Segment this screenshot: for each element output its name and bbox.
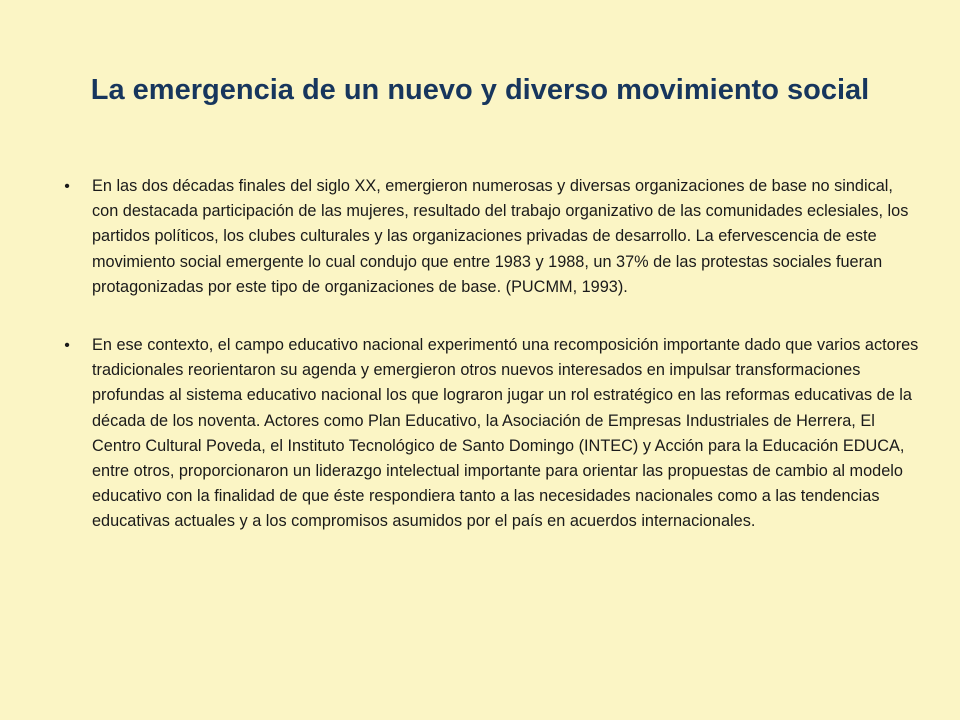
slide-title: La emergencia de un nuevo y diverso movimiento social [90, 74, 870, 106]
bullet-item-2 [60, 333, 920, 535]
bullet-marker-icon: • [64, 337, 70, 355]
bullet-item-1 [60, 174, 920, 300]
bullet-text-1: En las dos décadas finales del siglo XX, emergieron numerosas y diversas organizaciones de base no sindical, con destacada participación de las mujeres, resultado del trabajo organizativo de las comunidades eclesiales, los partidos políticos, los clubes culturales y las organizaciones privadas de desarrollo. La efervescencia de este movimiento social emergente lo cual condujo que entre 1983 y 1988, un 37% de las protestas sociales fueran protagonizadas por este tipo de organizaciones de base. (PUCMM, 1993). [92, 177, 909, 296]
bullet-marker-icon: • [64, 178, 70, 195]
bullet-text-2: En ese contexto, el campo educativo nacional experimentó una recomposición importante dado que varios actores tradicionales reorientaron su agenda y emergieron otros nuevos interesados en impulsar transformaciones profundas al sistema educativo nacional los que lograron jugar un rol estratégico en las reformas educativas de la década de los noventa. Actores como Plan Educativo, la Asociación de Empresas Industriales de Herrera, El Centro Cultural Poveda, el Instituto Tecnológico de Santo Domingo (INTEC) y Acción para la Educación EDUCA, entre otros, proporcionaron un liderazgo intelectual importante para orientar las propuestas de cambio al modelo educativo con la finalidad de que éste respondiera tanto a las necesidades nacionales como a las tendencias educativas actuales y a los compromisos asumidos por el país en acuerdos internacionales. [92, 336, 919, 531]
bullet-list [60, 174, 920, 535]
